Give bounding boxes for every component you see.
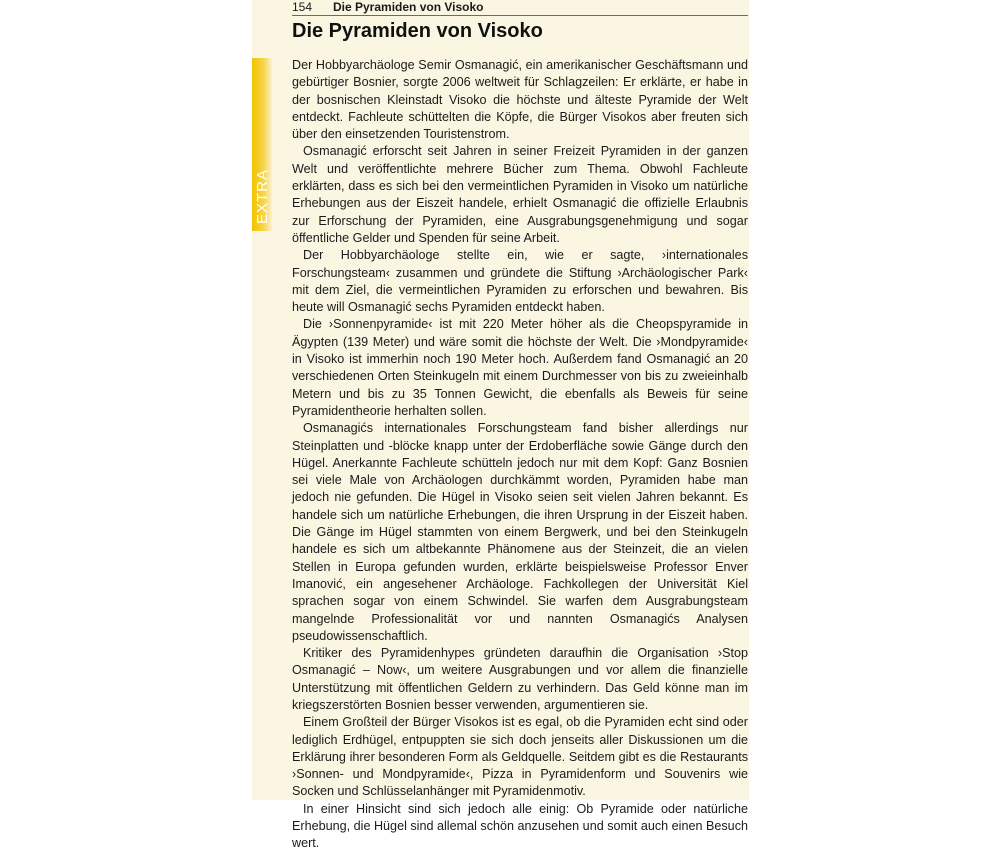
paragraph: Kritiker des Pyramidenhypes gründeten daraufhin die Organisation ›Stop Osmanagić – Now‹, um weitere Ausgrabungen und vor allem die finanzielle Unterstützung mit öffentlichen Geldern zu verhindern. Das Geld könne man im kriegszerstörten Bosnien besser verwenden, argumentieren sie. — [292, 646, 748, 712]
paragraph: Osmanagić erforscht seit Jahren in seiner Freizeit Pyramiden in der ganzen Welt und veröffentlichte mehrere Bücher zum Thema. Obwohl Fachleute erklärten, dass es sich bei den vermeintlichen Pyramiden in Visoko um natürliche Erhebungen aus der Eiszeit handele, erhielt Osmanagić die offizielle Erlaubnis zur Erforschung der Pyramiden, eine Ausgrabungsgenehmigung und sogar öffentliche Gelder und Spenden für seine Arbeit. — [292, 144, 748, 245]
paragraph: Einem Großteil der Bürger Visokos ist es egal, ob die Pyramiden echt sind oder lediglich Erdhügel, entpuppten sie sich doch jenseits aller Diskussionen um die Erklärung ihrer besonderen Form als Geldquelle. Seitdem gibt es die Restaurants ›Sonnen- und Mondpyramide‹, Pizza in Pyramidenform und Souvenirs wie Socken und Schlüsselanhänger mit Pyramidenmotiv. — [292, 715, 748, 799]
running-head-title: Die Pyramiden von Visoko — [333, 0, 484, 14]
paragraph: Osmanagićs internationales Forschungsteam fand bisher allerdings nur Steinplatten und -blöcke knapp unter der Erdoberfläche sowie Gänge durch den Hügel. Anerkannte Fachleute schütteln jedoch nur mit dem Kopf: Ganz Bosnien sei viele Male von Archäologen durchkämmt worden, Pyramiden habe man jedoch nie gefunden. Die Hügel in Visoko seien seit vielen Jahren bekannt. Es handele sich um natürliche Erhebungen, die ihren Ursprung in der Eiszeit haben. Die Gänge im Hügel stammten von einem Bergwerk, und bei den Steinkugeln handele es sich um altbekannte Phänomene aus der Steinzeit, die an vielen Stellen in Europa gefunden wurden, erklärte beispielsweise Professor Enver Imanović, ein angesehener Archäologe. Fachkollegen der Universität Kiel sprachen sogar von einem Schwindel. Sie warfen dem Ausgrabungsteam mangelnde Professionalität vor und nannten Osmanagićs Analysen pseudowissenschaftlich. — [292, 421, 748, 643]
article-title: Die Pyramiden von Visoko — [292, 20, 543, 42]
page-number: 154 — [292, 0, 313, 14]
paragraph: Der Hobbyarchäologe Semir Osmanagić, ein amerikanischer Geschäftsmann und gebürtiger Bosnier, sorgte 2006 weltweit für Schlagzeilen: Er erklärte, er habe in der bosnischen Kleinstadt Visoko die höchste und älteste Pyramide der Welt entdeckt. Fachleute schüttelten die Köpfe, die Bürger Visokos aber freuten sich über den einsetzenden Touristenstrom. — [292, 58, 748, 142]
paragraph: In einer Hinsicht sind sich jedoch alle einig: Ob Pyramide oder natürliche Erhebung, die Hügel sind allemal schön anzusehen und somit auch einen Besuch wert. — [292, 801, 748, 851]
extra-tab-label: EXTRA — [254, 168, 271, 224]
paragraph: Der Hobbyarchäologe stellte ein, wie er sagte, ›internationales Forschungsteam‹ zusammen und gründete die Stiftung ›Archäologischer Park‹ mit dem Ziel, die vermeintlichen Pyramiden zu erforschen und bewahren. Bis heute will Osmanagić sechs Pyramiden entdeckt haben. — [292, 248, 748, 315]
article-body — [292, 57, 748, 853]
paragraph: Die ›Sonnenpyramide‹ ist mit 220 Meter höher als die Cheopspyramide in Ägypten (139 Meter) und wäre somit die höchste der Welt. Die ›Mondpyramide‹ in Visoko ist immerhin noch 190 Meter hoch. Außerdem fand Osmanagić an 20 verschiedenen Orten Steinkugeln mit einem Durchmesser von bis zu zweieinhalb Metern und bis zu 35 Tonnen Gewicht, die ebenfalls als Beweis für seine Pyramidentheorie herhalten sollen. — [292, 317, 748, 418]
running-head — [292, 0, 748, 16]
